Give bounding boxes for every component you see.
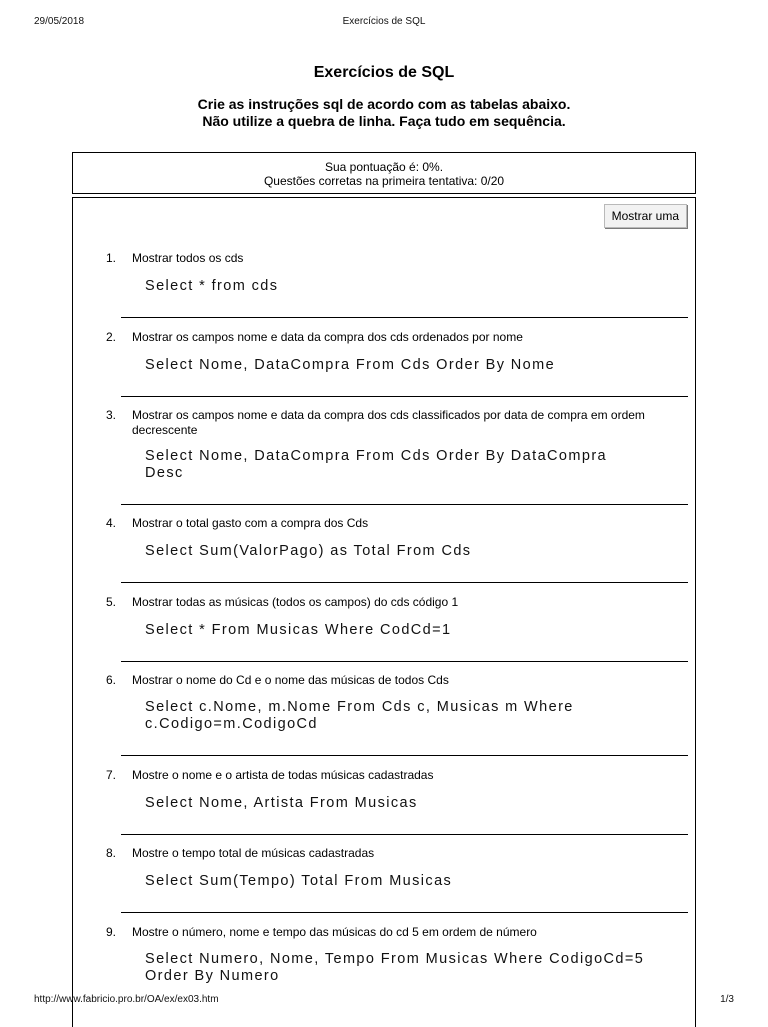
page-title: Exercícios de SQL [313, 64, 455, 81]
correct-answers-text: Questões corretas na primeira tentativa: 0/20 [263, 174, 505, 188]
question-number: 4. [106, 516, 117, 530]
question-text: Mostrar todas as músicas (todos os campos) do cds código 1 [132, 595, 459, 609]
question-text: Mostrar todos os cds [132, 251, 244, 265]
question-text: Mostrar os campos nome e data da compra dos cds ordenados por nome [132, 330, 523, 344]
print-date: 29/05/2018 [34, 16, 85, 27]
question-number: 5. [106, 595, 117, 609]
answer-text: Select Nome, DataCompra From Cds Order By Nome [145, 357, 556, 373]
answer-text: Select * from cds [145, 278, 279, 294]
print-url: http://www.fabricio.pro.br/OA/ex/ex03.htm [34, 994, 219, 1005]
instruction-line: Não utilize a quebra de linha. Faça tudo em sequência. [202, 113, 566, 129]
question-number: 2. [106, 330, 117, 344]
print-footer [34, 994, 734, 1008]
question-number: 3. [106, 408, 117, 422]
question-text: Mostre o tempo total de músicas cadastradas [132, 846, 375, 860]
questions-panel [72, 197, 696, 1027]
question-number: 9. [106, 925, 117, 939]
answer-underline [121, 582, 688, 583]
answer-underline [121, 504, 688, 505]
answer-underline [121, 834, 688, 835]
question-text: Mostre o número, nome e tempo das músicas do cd 5 em ordem de número [132, 925, 537, 939]
question-number: 7. [106, 768, 117, 782]
answer-text: Select Sum(ValorPago) as Total From Cds [145, 543, 472, 559]
page-number: 1/3 [720, 994, 734, 1005]
answer-text: Select * From Musicas Where CodCd=1 [145, 622, 452, 638]
question-text: Mostrar o nome do Cd e o nome das músicas de todos Cds [132, 673, 449, 687]
answer-underline [121, 661, 688, 662]
answer-text: Select Nome, DataCompra From Cds Order By DataCompra Desc [145, 448, 608, 481]
question-text: Mostre o nome e o artista de todas músicas cadastradas [132, 768, 434, 782]
instructions [0, 96, 768, 130]
question-text: Mostrar os campos nome e data da compra dos cds classificados por data de compra em ordem decrescente [132, 408, 645, 437]
answer-text: Select Numero, Nome, Tempo From Musicas Where CodigoCd=5 Order By Numero [145, 951, 645, 984]
score-text: Sua pontuação é: 0%. [324, 160, 444, 174]
score-box [72, 152, 696, 194]
print-header [34, 16, 734, 30]
answer-underline [121, 912, 688, 913]
question-number: 6. [106, 673, 117, 687]
answer-underline [121, 755, 688, 756]
answer-text: Select c.Nome, m.Nome From Cds c, Musicas m Where c.Codigo=m.CodigoCd [145, 699, 574, 732]
answer-underline [121, 396, 688, 397]
question-number: 1. [106, 251, 117, 265]
question-text: Mostrar o total gasto com a compra dos Cds [132, 516, 369, 530]
print-document-title: Exercícios de SQL [342, 16, 426, 27]
instruction-line: Crie as instruções sql de acordo com as tabelas abaixo. [197, 96, 571, 112]
show-one-button[interactable]: Mostrar uma [604, 204, 687, 228]
answer-text: Select Nome, Artista From Musicas [145, 795, 418, 811]
answer-underline [121, 317, 688, 318]
answer-text: Select Sum(Tempo) Total From Musicas [145, 873, 453, 889]
question-number: 8. [106, 846, 117, 860]
